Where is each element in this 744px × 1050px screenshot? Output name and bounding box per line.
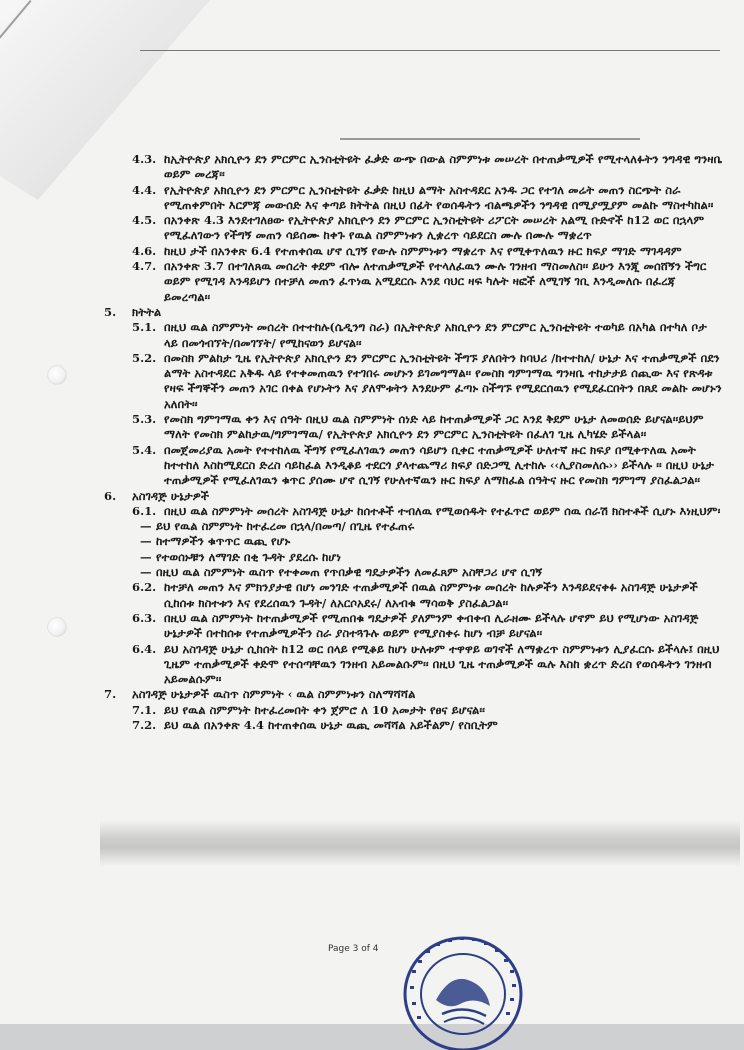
section-heading	[104, 305, 724, 320]
clause-paragraph	[104, 412, 724, 443]
clause-text: በአንቀጽ 4.3 እንደተገለፀው የኢትዮጵያ አክሲዮን ደን ምርምር ኢንስቲትዩት ሪፖርት መሠረት አልሚ ቡድኖች ከ12 ወር በኋላም የሚፈለገውን የችግኝ መጠን ሳይሰሙ ከቀጉ የዉል ስምምነቱን ሊቋረጥ ሳይደርስ ሙሉ በሙሉ ማቋረጥ	[164, 213, 705, 243]
clause-paragraph	[104, 611, 724, 642]
clause-number: 5.2.	[132, 350, 157, 365]
bullet-item	[104, 550, 724, 565]
clause-text: የኢትዮጵያ አክሲዮን ደን ምርምር ኢንስቲትዩት ፈቃድ ከዚህ ልማት አስተዳደር አንዱ ጋር የተገለ መሬት መጠን ስርጭት ስራ የሚጠቀምበት እርምጃ መውሰድ እና ቀጣይ ክትትል በዚህ በፊት የወሰዱትን ብልጫዎችን ንግዳዊ በሚያሟያም መልኩ ማስተካከል፡፡	[164, 182, 714, 212]
clause-number: 5.3.	[132, 412, 157, 427]
clause-number: 7.	[104, 687, 117, 702]
clause-paragraph	[104, 504, 724, 519]
section-heading	[104, 687, 724, 702]
section-heading	[104, 489, 724, 504]
punch-hole-bottom	[48, 618, 66, 636]
clause-paragraph	[104, 443, 724, 489]
clause-text: ይህ የዉል ስምምነት ከተፈረመበት ቀን ጀምሮ ለ 10 አመታት የፀና ይሆናል፡፡	[164, 702, 485, 717]
clause-text: በዚህ ዉል ስምምነት ከተጠቃሚዎች የሚጠበቁ ግዴታዎች ያለምንም ቀብቀብ ሊራዘሙ ይችላሉ ሆኖም ይህ የሚሆነው አስገዳጅ ሁኔታዎች በተከሰቱ የተጠቃሚዎችን ስራ ያስተጓጉሉ ወይም የሚያስቀሩ ከሆነ ብቻ ይሆናል፡፡	[164, 610, 699, 641]
clause-paragraph	[104, 259, 724, 305]
clause-text: ይህ አስገዳጅ ሁኔታ ሲከሰት ከ12 ወር በላይ የሚቆይ ከሆነ ሁለቱም ተዋዋይ ወገኖች ለማቋረጥ ስምምነቱን ሊያፈርሱ ይችላሉ፤ በዚህ ጊዜም ተጠቃሚዎች ቀድሞ የተሰጣቸዉን ገንዘብ አይመልሱም፡፡ በዚህ ጊዜ ተጠቃሚዎች ዉሉ እስከ ቋረጥ ድረስ የወሰዱትን ገንዘብ አይመልሱም፡፡	[164, 641, 720, 687]
punch-hole-top	[48, 366, 66, 384]
photocopy-smudge	[100, 820, 740, 866]
clause-number: 5.1.	[132, 320, 157, 335]
clause-number: 6.3.	[132, 610, 157, 625]
clause-text: ከዚህ ታች በአንቀጽ 6.4 የተጠቀሰዉ ሆኖ ሲገኝ የውሉ ስምምነቱን ማቋረጥ እና የሚቀጥለዉን ዙር ክፍያ ማገድ ማገዳዳም	[164, 243, 682, 258]
clause-number: 4.4.	[132, 182, 157, 197]
clause-text: አስገዳጅ ሁኔታዎች ዉስጥ ስምምነት ‹ ዉል ስምምነቱን ስለማሻሻል	[132, 687, 416, 702]
clause-number: 6.	[104, 488, 117, 503]
clause-text: ከተቻለ መጠን እና ምክንያታዊ በሆነ መንገድ ተጠቃሚዎች በዉል ስምምነቱ መሰረት ከሉዎችን እንዳይደናቀፉ አስገዳጅ ሁኔታዎች ሲከሰቱ ክስተቱን እና የደረሰዉን ጉዳት/ ለአርሶአደሩ/ ለአብቁ ማሳወቅ ያስፈልጋል፡፡	[164, 580, 698, 610]
clause-paragraph	[104, 718, 724, 733]
clause-paragraph	[104, 642, 724, 688]
document-body	[104, 152, 724, 733]
clause-number: —	[140, 519, 152, 534]
clause-text: በዚህ ዉል ስምምነት መሰረት በተተከሉ(ሴዲንግ ስራ) በኢትዮጵያ አክሲዮን ደን ምርምር ኢንስቲትዩት ተወካይ በአካል በተካለ ቦታ ላይ በመጎብኘት/በመገኘት/ የሚከናወን ይሆናል፡፡	[164, 320, 707, 350]
clause-text: የተወሰኑቹን ለማገድ በቂ ጉዳት ያደረሱ ከሆነ	[156, 549, 341, 564]
clause-number: —	[140, 549, 152, 564]
clause-paragraph	[104, 351, 724, 412]
clause-paragraph	[104, 320, 724, 351]
official-seal	[398, 930, 528, 1050]
clause-paragraph	[104, 213, 724, 244]
clause-number: 6.1.	[132, 503, 157, 518]
clause-number: 6.2.	[132, 580, 157, 595]
clause-paragraph	[104, 703, 724, 718]
clause-text: ከኢትዮጵያ አክሲዮን ደን ምርምር ኢንስቲትዩት ፈቃድ ውጭ በውል ስምምነቱ መሠረት በተጠቃሚዎች የሚተላለፉትን ንግዳዊ ግንዛቤ ወይም መረጃ፡፡	[164, 152, 723, 182]
clause-number: 5.	[104, 304, 117, 319]
clause-paragraph	[104, 183, 724, 214]
clause-text: የመስክ ግምገማዉ ቀን እና ሰዓት በዚህ ዉል ስምምነት ሰነድ ላይ ከተጠቃሚዎች ጋር እንደ ቅደም ሁኔታ ለመወሰድ ይሆናል፡፡ይህም ማለት የመስክ ምልከታዉ/ግምገማዉ/ የኢትዮጵያ አክሲዮን ደን ምርምር ኢንስቲትዩት በፈለገ ጊዜ ሊካሄድ ይችላል፡፡	[164, 412, 704, 442]
page-footer: Page 3 of 4	[328, 944, 379, 954]
clause-number: 7.1.	[132, 702, 157, 717]
clause-text: በዚህ ዉል ስምምነት ዉስጥ የተቀመጠ የጥበቃዊ ግዴታዎችን ለመፈጸም አስቸጋሪ ሆኖ ሲገኝ	[156, 565, 543, 580]
clause-text: በዚህ ዉል ስምምነት መሰረት አስገዳጅ ሁኔታ ከሰተቶች ተብለዉ የሚወሰዱት የተፈጥሮ ወይም ሰዉ ሰራሽ ክስተቶች ሲሆኑ እነዚህም፡	[164, 503, 721, 518]
bullet-item	[104, 534, 724, 549]
clause-paragraph	[104, 580, 724, 611]
clause-text: በአንቀጽ 3.7 በተገለጸዉ መሰረት ቀደም ብሎ ለተጠቃሚዎች የተላለፈዉን ሙሉ ገንዘብ ማስመለስ፡፡ ይሁን እንጂ መሰሸኝን ችግር ወይም የሚገዳ እንዳይሆን በተቻለ መጠን ፈጥነዉ አሚደርሱ እንደ ባህር ዛፍ ካሉት ዛፎች ለሚገኝ ገቢ እንዲመለሱ በፈረጃ ይመረጣል፡፡	[164, 259, 707, 304]
clause-paragraph	[104, 152, 724, 183]
top-rule	[140, 50, 720, 51]
clause-text: ይህ ዉል በአንቀጽ 4.4 ከተጠቀሰዉ ሁኔታ ዉጪ መሻሻል አይችልም/ የስቢትም	[164, 717, 498, 732]
clause-number: 6.4.	[132, 641, 157, 656]
bullet-item	[104, 519, 724, 534]
clause-number: 4.7.	[132, 259, 157, 274]
clause-number: 4.5.	[132, 213, 157, 228]
clause-number: —	[140, 565, 152, 580]
bullet-item	[104, 565, 724, 580]
clause-paragraph	[104, 244, 724, 259]
clause-text: ከተማዎችን ቁጥጥር ዉጪ የሆኑ	[156, 534, 291, 549]
clause-number: 5.4.	[132, 442, 157, 457]
clause-number: 4.6.	[132, 243, 157, 258]
clause-text: በመጀመሪያዉ አመት የተተከለዉ ችግኝ የሚፈለገዉን መጠን ሳይሆን ቢቀር ተጠቃሚዎች ሁለተኛ ዙር ክፍያ በሚቀጥለዉ አመት ከተተከለ እስከሚደርስ ድረስ ሳይከፈል እንዲቆይ ተደርጎ ያላተጨማሪ ክፍያ በድጋሚ ሊተከሉ ‹‹ሊያስመለሱ›› ይችላሉ ፡፡ በዚህ ሁኔታ ተጠቃሚዎች የሚፈለገዉን ቁጥር ያሰሙ ሆኖ ሲገኝ የሁለተኛዉን ዙር ክፍያ ለማከፈል ሰዓትና ዙር የመስክ ግምገማ ያስፈልጋል፡፡	[164, 442, 714, 488]
header-rule	[340, 138, 640, 140]
clause-number: —	[140, 534, 152, 549]
clause-text: ክትትል	[132, 304, 162, 319]
clause-text: በመስክ ምልከታ ጊዜ የኢትዮጵያ አክሲዮን ደን ምርምር ኢንስቲትዩት ችግኙ ያለበትን ከባህሪ /ከተተከለ/ ሁኔታ እና ተጠቃሚዎች በደን ልማት አስተዳደር አቅዱ ላይ የተቀመጠዉን የተገበሩ መሆኑን ይገመግማል፡፡ የመስክ ግምገማዉ ግንዛቤ ተከታታይ ሰጪው እና የጽዳቱ የዛፍ ችግኞችን መጠን አገር በቀል የሆኑትን እና ያለሞቱትን እንደሁም ፈጣኑ ስችግኙ የሚደርሰዉን የሚደፈርበትን በጸደ መልኩ መሆኑን አለበት፡፡	[164, 350, 722, 411]
clause-number: 7.2.	[132, 717, 157, 732]
clause-number: 4.3.	[132, 152, 157, 166]
clause-text: ይህ የዉል ስምምነት ከተፈረመ በኋላ/በመጣ/ በጊዜ የተፈጠሩ	[156, 519, 415, 534]
clause-text: አስገዳጅ ሁኔታዎች	[132, 488, 210, 503]
